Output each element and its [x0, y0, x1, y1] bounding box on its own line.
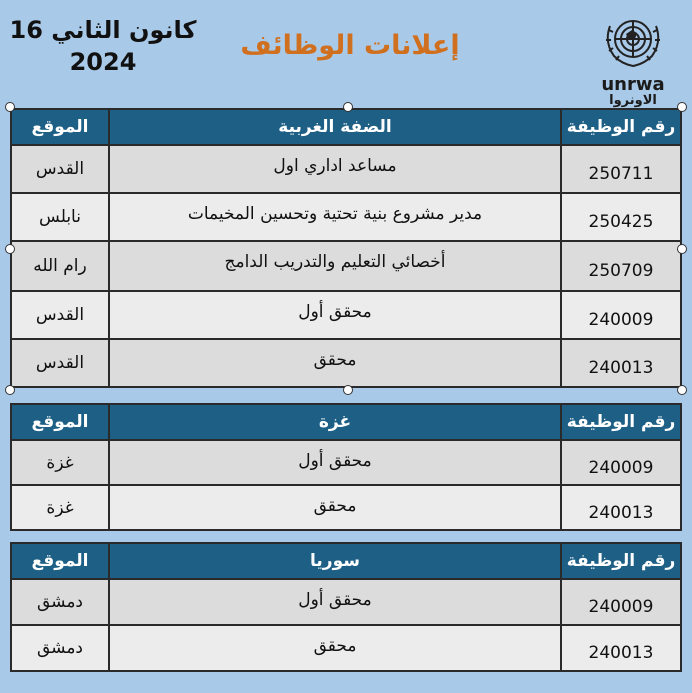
header-location: الموقع: [11, 404, 109, 440]
job-location: دمشق: [11, 625, 109, 671]
job-location: القدس: [11, 339, 109, 387]
header-job-number: رقم الوظيفة: [561, 404, 681, 440]
resize-handle-top[interactable]: [343, 102, 353, 112]
header-region: سوريا: [109, 543, 561, 579]
resize-handle-bottom[interactable]: [343, 385, 353, 395]
resize-handle-top-left[interactable]: [5, 102, 15, 112]
job-location: القدس: [11, 145, 109, 193]
table-row: [11, 241, 681, 291]
logo-text-latin: unrwa: [601, 74, 665, 95]
job-title: محقق أول: [109, 579, 561, 625]
jobs-table-west-bank: [10, 108, 682, 388]
job-location: غزة: [11, 485, 109, 530]
header-region: الضفة الغربية: [109, 109, 561, 145]
table-row: [11, 193, 681, 241]
job-title: مساعد اداري اول: [109, 145, 561, 193]
header-location: الموقع: [11, 109, 109, 145]
job-title: محقق: [109, 485, 561, 530]
job-title: محقق: [109, 339, 561, 387]
table-row: [11, 145, 681, 193]
date-line2: 2024: [69, 48, 137, 76]
job-title: مدير مشروع بنية تحتية وتحسين المخيمات: [109, 193, 561, 241]
job-location: غزة: [11, 440, 109, 485]
logo-text-arabic: الاونروا: [609, 93, 657, 108]
header-region: غزة: [109, 404, 561, 440]
job-location: نابلس: [11, 193, 109, 241]
job-number: 250709: [561, 241, 681, 291]
job-number: 240013: [561, 485, 681, 530]
resize-handle-top-right[interactable]: [677, 102, 687, 112]
un-emblem-icon: [602, 12, 664, 70]
header-job-number: رقم الوظيفة: [561, 543, 681, 579]
job-title: محقق أول: [109, 291, 561, 339]
table-row: [11, 291, 681, 339]
job-number: 250425: [561, 193, 681, 241]
date-line1: 16 كانون الثاني: [9, 16, 197, 44]
job-title: أخصائي التعليم والتدريب الدامج: [109, 241, 561, 291]
table-row: [11, 625, 681, 671]
job-number: 240009: [561, 291, 681, 339]
header-location: الموقع: [11, 543, 109, 579]
page-title: إعلانات الوظائف: [240, 30, 460, 61]
table-row: [11, 579, 681, 625]
resize-handle-left[interactable]: [5, 244, 15, 254]
table-row: [11, 485, 681, 530]
unrwa-logo: [592, 12, 674, 108]
jobs-table-syria: [10, 542, 682, 672]
job-location: رام الله: [11, 241, 109, 291]
job-title: محقق أول: [109, 440, 561, 485]
date-label: [8, 14, 198, 78]
jobs-table-gaza: [10, 403, 682, 531]
job-number: 250711: [561, 145, 681, 193]
table-row: [11, 440, 681, 485]
job-location: القدس: [11, 291, 109, 339]
job-location: دمشق: [11, 579, 109, 625]
job-number: 240009: [561, 579, 681, 625]
job-number: 240013: [561, 339, 681, 387]
job-number: 240009: [561, 440, 681, 485]
header-job-number: رقم الوظيفة: [561, 109, 681, 145]
resize-handle-bottom-left[interactable]: [5, 385, 15, 395]
table-row: [11, 339, 681, 387]
resize-handle-right[interactable]: [677, 244, 687, 254]
resize-handle-bottom-right[interactable]: [677, 385, 687, 395]
job-number: 240013: [561, 625, 681, 671]
job-title: محقق: [109, 625, 561, 671]
